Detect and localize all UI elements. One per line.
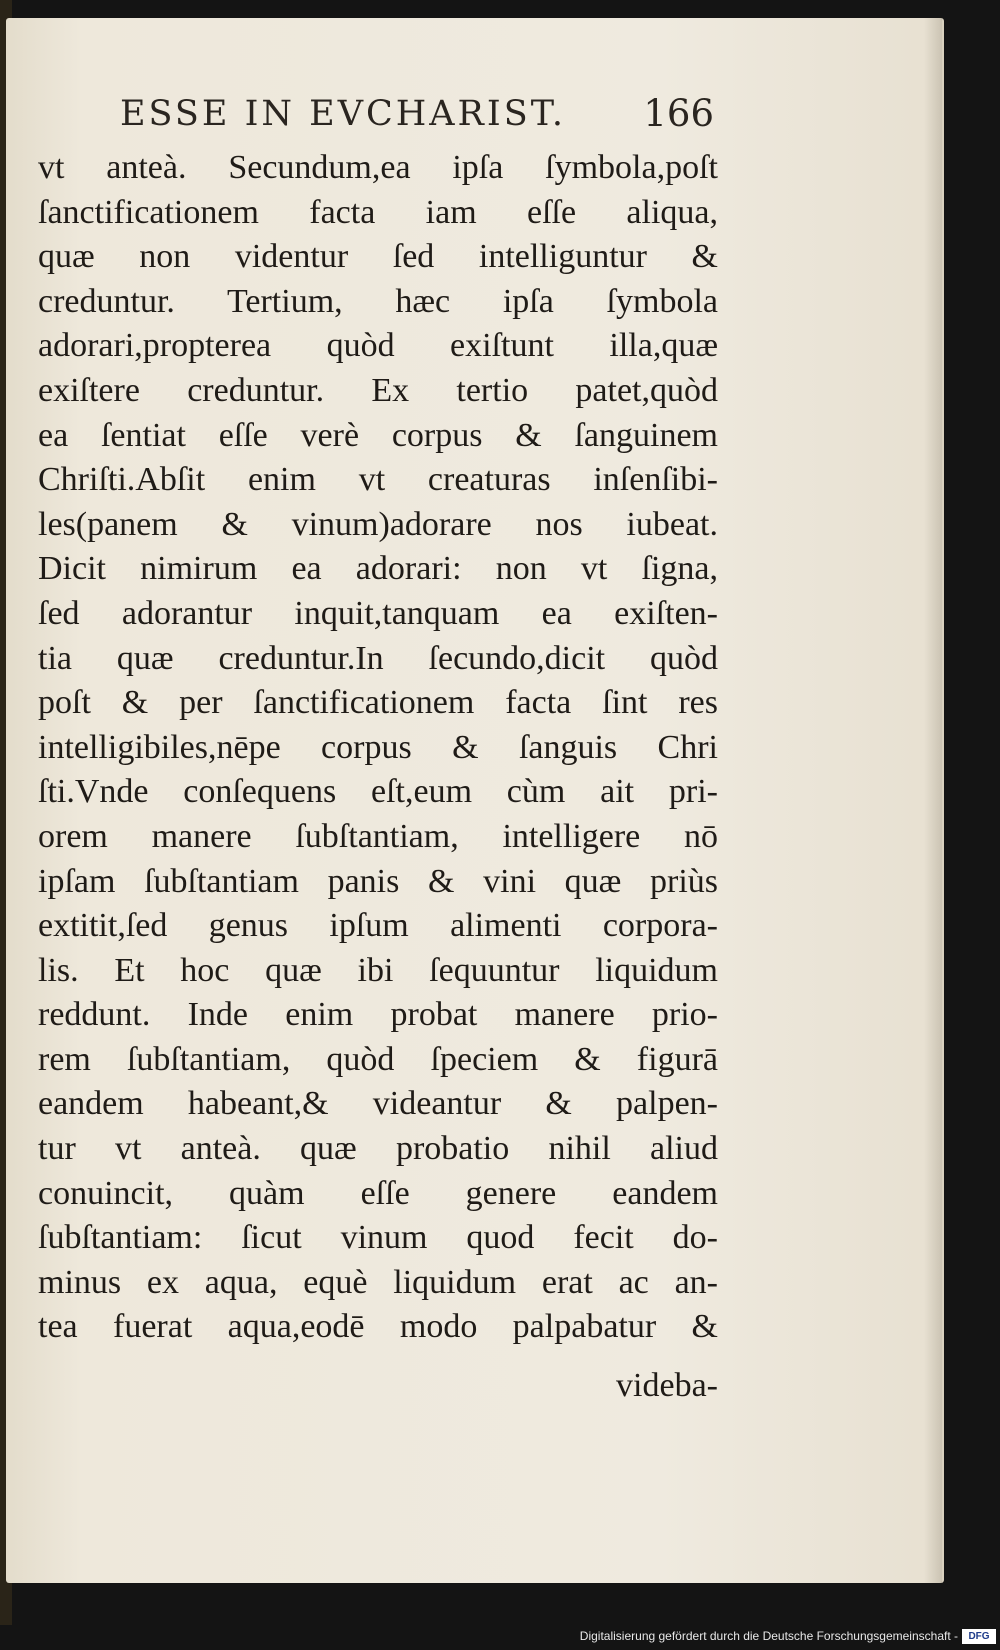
text-line: ſanctificationem facta iam eſſe aliqua,: [38, 193, 718, 231]
text-line: Dicit nimirum ea adorari: non vt ſigna,: [38, 550, 718, 588]
text-line: ipſam ſubſtantiam panis & vini quæ priùs: [38, 862, 718, 900]
dfg-logo: DFG: [962, 1629, 996, 1644]
text-line: vt anteà. Secundum,ea ipſa ſymbola,poſt: [38, 149, 718, 186]
page-header: [120, 88, 714, 144]
text-line: eandem habeant,& videantur & palpen-: [38, 1085, 718, 1123]
text-line: reddunt. Inde enim probat manere prio-: [38, 996, 718, 1034]
text-line: creduntur. Tertium, hæc ipſa ſymbola: [38, 282, 718, 320]
text-line: poſt & per ſanctificationem facta ſint res: [38, 684, 718, 722]
text-line: lis. Et hoc quæ ibi ſequuntur liquidum: [38, 951, 718, 989]
text-line: quæ non videntur ſed intelliguntur &: [38, 238, 718, 276]
digitization-footer: [0, 1625, 1000, 1650]
funding-credit: Digitalisierung gefördert durch die Deutsche Forschungsgemeinschaft -: [579, 1629, 958, 1643]
catchword: videba-: [616, 1367, 718, 1404]
text-line: intelligibiles,nēpe corpus & ſanguis Chri: [38, 728, 718, 766]
text-line: conuincit, quàm eſſe genere eandem: [38, 1174, 718, 1212]
page-number: 166: [643, 92, 714, 135]
page-edge-shadow: [924, 18, 942, 1583]
text-line: orem manere ſubſtantiam, intelligere nō: [38, 817, 718, 855]
body-text: [38, 146, 718, 1350]
text-line: ea ſentiat eſſe verè corpus & ſanguinem: [38, 416, 718, 454]
running-title: ESSE IN EVCHARIST.: [120, 94, 567, 134]
catchword-row: [38, 1363, 718, 1409]
text-line: ſubſtantiam: ſicut vinum quod fecit do-: [38, 1219, 718, 1257]
text-line: extitit,ſed genus ipſum alimenti corpora-: [38, 907, 718, 945]
text-line: adorari,propterea quòd exiſtunt illa,quæ: [38, 327, 718, 365]
book-page: [6, 18, 942, 1583]
text-line: tur vt anteà. quæ probatio nihil aliud: [38, 1130, 718, 1168]
text-line: tea fuerat aqua,eodē modo palpabatur &: [38, 1308, 718, 1346]
text-line: Chriſti.Abſit enim vt creaturas inſenſibi-: [38, 461, 718, 499]
text-line: rem ſubſtantiam, quòd ſpeciem & figurā: [38, 1040, 718, 1078]
text-line: tia quæ creduntur.In ſecundo,dicit quòd: [38, 639, 718, 677]
text-line: minus ex aqua, equè liquidum erat ac an-: [38, 1263, 718, 1301]
text-line: ſed adorantur inquit,tanquam ea exiſten-: [38, 594, 718, 632]
text-line: ſti.Vnde conſequens eſt,eum cùm ait pri-: [38, 773, 718, 811]
text-line: les(panem & vinum)adorare nos iubeat.: [38, 505, 718, 543]
text-line: exiſtere creduntur. Ex tertio patet,quòd: [38, 371, 718, 409]
